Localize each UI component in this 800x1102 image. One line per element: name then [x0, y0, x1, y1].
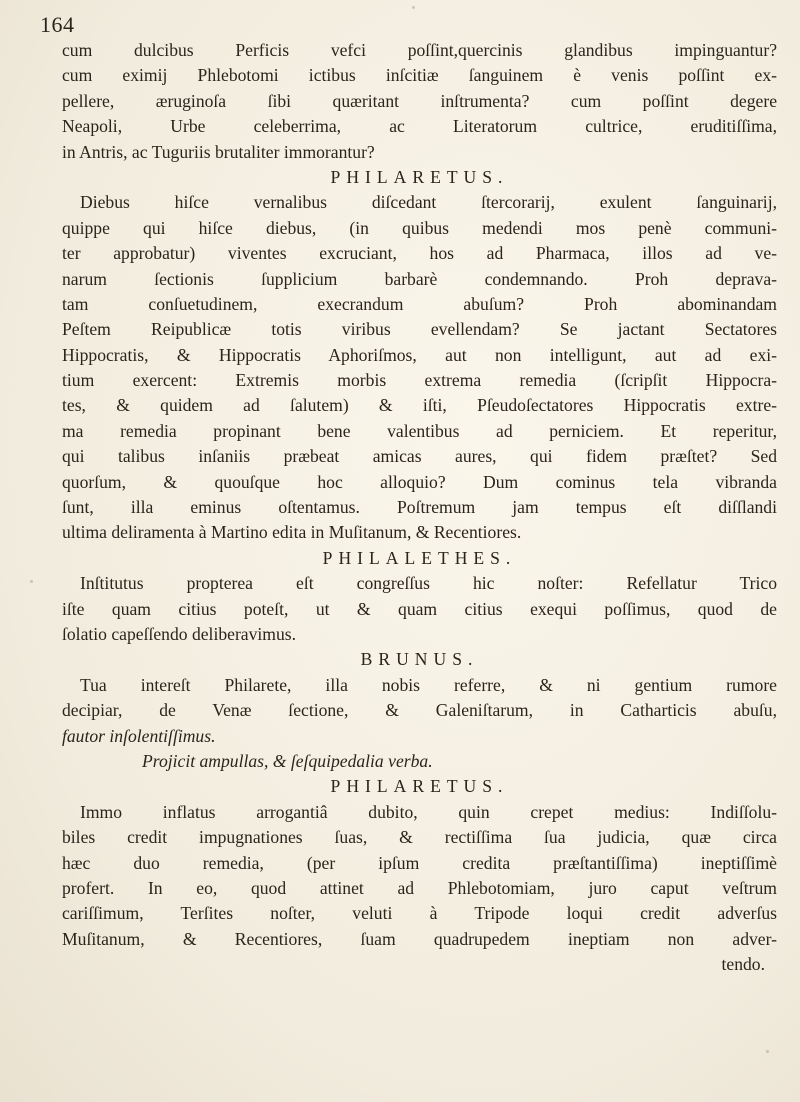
- text-line: decipiar, de Venæ ſectione, & Galeniſtarum, in Catharticis abuſu,: [62, 700, 777, 721]
- text-line: Peſtem Reipublicæ totis viribus evellendam? Se jactant Sectatores: [62, 319, 777, 340]
- text-line: ſolatio capeſſendo deliberavimus.: [62, 623, 297, 644]
- text-line: ma remedia propinant bene valentibus ad perniciem. Et reperitur,: [62, 420, 777, 441]
- speaker-heading: PHILALETHES.: [322, 547, 517, 568]
- text-line: Neapoli, Urbe celeberrima, ac Literatorum cultrice, eruditiſſima,: [62, 116, 777, 137]
- text-line: Tua intereſt Philarete, illa nobis referre, & ni gentium rumore: [80, 674, 777, 695]
- text-line: biles credit impugnationes ſuas, & rectiſſima ſua judicia, quæ circa: [62, 827, 777, 848]
- text-line: Diebus hiſce vernalibus diſcedant ſtercorarij, exulent ſanguinarij,: [80, 192, 777, 213]
- speaker-heading: PHILARETUS.: [330, 166, 509, 187]
- paper-speck: [30, 580, 33, 583]
- text-line: hæc duo remedia, (per ipſum credita præſtantiſſima) ineptiſſimè: [62, 852, 777, 873]
- text-line: profert. In eo, quod attinet ad Phlebotomiam, juro caput veſtrum: [62, 877, 777, 898]
- text-line: iſte quam citius poteſt, ut & quam citius exequi poſſimus, quod de: [62, 598, 777, 619]
- page-number: 164: [40, 12, 75, 37]
- text-line: ter approbatur) viventes excruciant, hos ad Pharmaca, illos ad ve-: [62, 243, 777, 264]
- paper-speck: [412, 6, 415, 9]
- text-line: tes, & quidem ad ſalutem) & iſti, Pſeudoſectatores Hippocratis extre-: [62, 395, 777, 416]
- text-line: qui talibus inſaniis præbeat amicas aures, qui fidem præſtet? Sed: [62, 446, 777, 467]
- text-line: fautor inſolentiſſimus.: [62, 725, 216, 746]
- text-line: Inſtitutus propterea eſt congreſſus hic noſter: Refellatur Trico: [80, 573, 777, 594]
- text-line: Immo inflatus arrogantiâ dubito, quin crepet medius: Indiſſolu-: [80, 801, 777, 822]
- text-line: quorſum, & quouſque hoc alloquio? Dum cominus tela vibranda: [62, 471, 777, 492]
- text-line: ſunt, illa eminus oſtentamus. Poſtremum jam tempus eſt diſſlandi: [62, 497, 777, 518]
- text-line: cariſſimum, Terſites noſter, veluti à Tripode loqui credit adverſus: [62, 903, 777, 924]
- text-line: narum ſectionis ſupplicium barbarè condemnando. Proh deprava-: [62, 268, 777, 289]
- body-text: [62, 38, 777, 977]
- catchword: tendo.: [721, 954, 765, 975]
- text-line: cum dulcibus Perficis vefci poſſint,quercinis glandibus impinguantur?: [62, 40, 777, 60]
- text-line: in Antris, ac Tuguriis brutaliter immorantur?: [62, 141, 375, 162]
- text-line: cum eximij Phlebotomi ictibus inſcitiæ ſanguinem è venis poſſint ex-: [62, 65, 777, 86]
- text-line: Hippocratis, & Hippocratis Aphoriſmos, aut non intelligunt, aut ad exi-: [62, 344, 777, 365]
- text-line: tium exercent: Extremis morbis extrema remedia (ſcripſit Hippocra-: [62, 370, 777, 391]
- speaker-heading: PHILARETUS.: [330, 776, 509, 797]
- text-line: pellere, æruginoſa ſibi quæritant inſtrumenta? cum poſſint degere: [62, 90, 777, 111]
- paper-speck: [766, 1050, 769, 1053]
- text-line: ultima deliramenta à Martino edita in Muſitanum, & Recentiores.: [62, 522, 522, 543]
- text-line: tam conſuetudinem, execrandum abuſum? Proh abominandam: [62, 293, 777, 314]
- speaker-heading: BRUNUS.: [360, 649, 479, 670]
- text-line: quippe qui hiſce diebus, (in quibus medendi mos penè communi-: [62, 217, 777, 238]
- text-line: Muſitanum, & Recentiores, ſuam quadrupedem ineptiam non adver-: [62, 928, 777, 949]
- quotation-line: Projicit ampullas, & ſeſquipedalia verba.: [142, 750, 433, 771]
